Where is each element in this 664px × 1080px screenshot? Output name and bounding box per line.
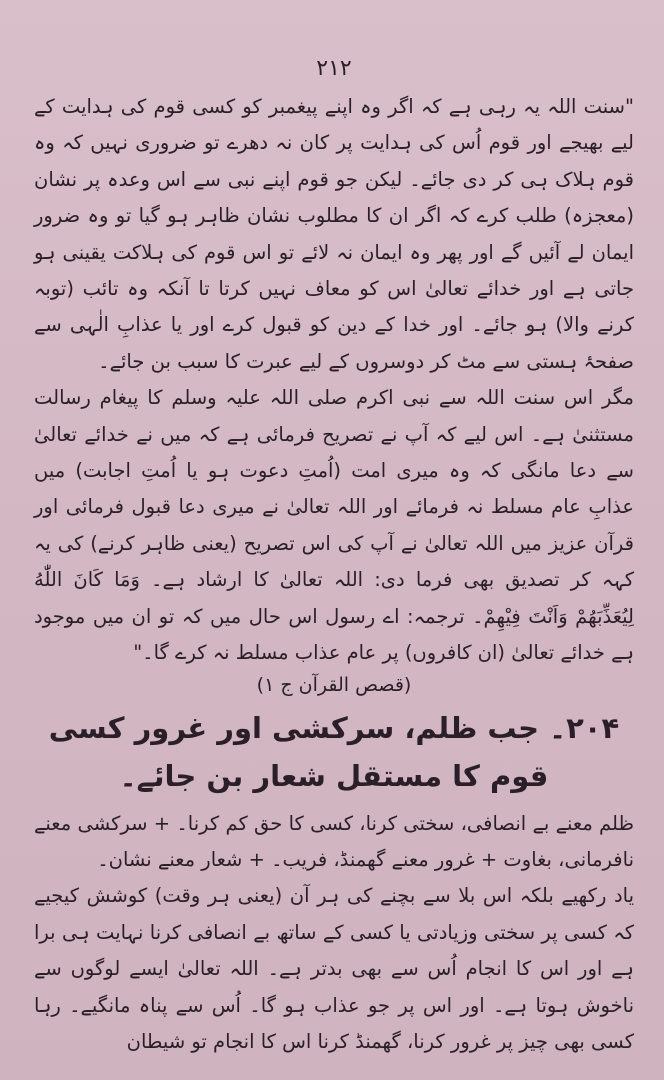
source-reference: (قصص القرآن ج ۱) [256,673,412,696]
closing-paragraph: یاد رکھیے بلکہ اس بلا سے بچنے کی ہر آن (یعنی ہر وقت) کوشش کیجیے کہ کسی پر سختی وزیادتی یا کسی کے ساتھ بے انصافی کرنا نہایت ہی برا ہے اور اس کا انجام اُس سے بھی بدتر ہے۔ اللہ تعالیٰ ایسے لوگوں سے ناخوش ہوتا ہے۔ اور اس پر جو عذاب ہو گا۔ اُس سے پناہ مانگیے۔ رہا کسی بھی چیز پر غرور کرنا، گھمنڈ کرنا اس کا انجام تو شیطان [34,884,634,1053]
secondary-text [34,806,634,1061]
page-number: ۲۱۲ [316,56,352,81]
main-text [34,89,634,672]
paragraph-exception: مگر اس سنت اللہ سے نبی اکرم صلی اللہ علیہ وسلم کا پیغام رسالت مستثنیٰ ہے۔ اس لیے کہ آپ نے تصریح فرمائی ہے کہ میں نے خدائے تعالیٰ سے دعا مانگی کہ وہ میری امت (اُمتِ دعوت ہو یا اُمتِ اجابت) میں عذابِ عام مسلط نہ فرمائے اور اللہ تعالیٰ نے میری دعا قبول فرمائی اور قرآن عزیز میں اللہ تعالیٰ نے آپ کی اس تصریح (یعنی ظاہر کرنے) کی یہ کہہ کر تصدیق بھی فرما دی: اللہ تعالیٰ کا ارشاد ہے۔ وَمَا كَانَ اللّٰهُ لِيُعَذِّبَهُمْ وَاَنْتَ فِيْهِمْ۔ ترجمہ: اے رسول اس حال میں کہ تو ان میں موجود ہے خدائے تعالیٰ (ان کافروں) پر عام عذاب مسلط نہ کرے گا۔" [34,386,634,665]
paragraph-sunnat: "سنت اللہ یہ رہی ہے کہ اگر وہ اپنے پیغمبر کو کسی قوم کی ہدایت کے لیے بھیجے اور قوم اُس کی ہدایت پر کان نہ دھرے تو ضروری نہیں کہ وہ قوم ہلاک ہی کر دی جائے۔ لیکن جو قوم اپنے نبی سے اس وعدہ پر نشان (معجزہ) طلب کرے کہ اگر ان کا مطلوب نشان ظاہر ہو گیا تو وہ ضرور ایمان لے آئیں گے اور پھر وہ ایمان نہ لائے تو اس قوم کی ہلاکت یقینی ہو جاتی ہے اور خدائے تعالیٰ اس کو معاف نہیں کرتا تا آنکہ وہ تائب (توبہ کرنے والا) ہو جائے۔ اور خدا کے دین کو قبول کرے اور یا عذابِ الٰہی سے صفحۂ ہستی سے مٹ کر دوسروں کے لیے عبرت کا سبب بن جائے۔ [34,95,634,373]
section-heading: ۲۰۴۔ جب ظلم، سرکشی اور غرور کسی قوم کا مستقل شعار بن جائے۔ [48,710,620,793]
glossary-paragraph: ظلم معنے بے انصافی، سختی کرنا، کسی کا حق کم کرنا۔ + سرکشی معنے نافرمانی، بغاوت + غرور معنے گھمنڈ، فریب۔ + شعار معنے نشان۔ [34,811,634,871]
